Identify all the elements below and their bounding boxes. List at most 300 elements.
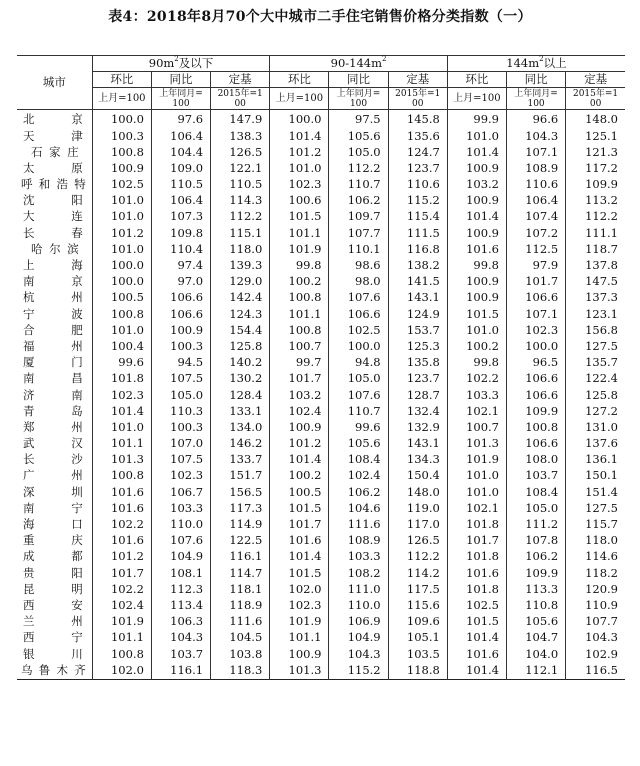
city-name: 成都 — [17, 549, 92, 565]
index-value: 148.0 — [566, 110, 625, 129]
index-value: 156.8 — [566, 322, 625, 338]
index-value: 101.8 — [447, 549, 506, 565]
index-value: 100.5 — [92, 290, 151, 306]
index-value: 108.9 — [329, 533, 388, 549]
index-value: 114.3 — [211, 193, 270, 209]
table-row — [17, 161, 625, 177]
city-name: 济南 — [17, 387, 92, 403]
index-value: 116.5 — [566, 662, 625, 679]
index-value: 101.8 — [92, 371, 151, 387]
table-row — [17, 452, 625, 468]
index-value: 106.6 — [507, 387, 566, 403]
index-value: 109.9 — [566, 177, 625, 193]
index-value: 100.9 — [270, 420, 329, 436]
index-value: 101.7 — [447, 533, 506, 549]
index-value: 121.3 — [566, 144, 625, 160]
index-value: 138.2 — [388, 258, 447, 274]
index-value: 133.7 — [211, 452, 270, 468]
index-value: 100.0 — [329, 339, 388, 355]
index-value: 100.4 — [92, 339, 151, 355]
city-name: 昆明 — [17, 581, 92, 597]
city-name: 呼和浩特 — [17, 177, 92, 193]
index-value: 104.0 — [507, 646, 566, 662]
price-index-table — [17, 55, 625, 680]
index-value: 129.0 — [211, 274, 270, 290]
table-row — [17, 290, 625, 306]
index-value: 124.9 — [388, 306, 447, 322]
index-value: 156.5 — [211, 484, 270, 500]
table-row — [17, 144, 625, 160]
index-value: 101.4 — [92, 403, 151, 419]
city-name: 青岛 — [17, 403, 92, 419]
city-name: 海口 — [17, 517, 92, 533]
index-value: 101.0 — [447, 484, 506, 500]
index-value: 116.1 — [211, 549, 270, 565]
city-name: 西安 — [17, 598, 92, 614]
index-value: 104.9 — [151, 549, 210, 565]
index-value: 106.6 — [151, 290, 210, 306]
index-value: 102.0 — [270, 581, 329, 597]
index-value: 104.4 — [151, 144, 210, 160]
index-value: 118.0 — [211, 242, 270, 258]
table-row — [17, 598, 625, 614]
index-value: 101.7 — [507, 274, 566, 290]
index-value: 100.9 — [447, 290, 506, 306]
table-row — [17, 614, 625, 630]
index-value: 97.5 — [329, 110, 388, 129]
index-value: 101.0 — [92, 209, 151, 225]
index-value: 101.1 — [270, 225, 329, 241]
index-value: 110.0 — [329, 598, 388, 614]
index-value: 106.7 — [151, 484, 210, 500]
base-label-text: 2015年=100 — [572, 88, 619, 109]
index-value: 106.9 — [329, 614, 388, 630]
index-value: 100.8 — [92, 646, 151, 662]
index-value: 101.0 — [92, 193, 151, 209]
index-value: 106.3 — [151, 614, 210, 630]
city-name: 贵阳 — [17, 565, 92, 581]
index-value: 103.8 — [211, 646, 270, 662]
index-value: 110.0 — [151, 517, 210, 533]
index-value: 100.0 — [92, 258, 151, 274]
index-value: 101.9 — [447, 452, 506, 468]
index-value: 104.3 — [566, 630, 625, 646]
index-value: 102.4 — [270, 403, 329, 419]
index-value: 101.6 — [92, 484, 151, 500]
index-value: 112.3 — [151, 581, 210, 597]
index-value: 126.5 — [388, 533, 447, 549]
index-value: 110.6 — [507, 177, 566, 193]
city-name: 哈尔滨 — [17, 242, 92, 258]
index-value: 111.1 — [566, 225, 625, 241]
base-label-text: 上年同月=100 — [336, 88, 381, 109]
city-name: 石家庄 — [17, 144, 92, 160]
index-value: 101.1 — [270, 630, 329, 646]
index-value: 108.1 — [151, 565, 210, 581]
index-value: 113.2 — [566, 193, 625, 209]
index-value: 101.4 — [270, 549, 329, 565]
index-value: 108.9 — [507, 161, 566, 177]
index-value: 101.0 — [447, 322, 506, 338]
index-value: 100.3 — [151, 339, 210, 355]
index-value: 115.2 — [388, 193, 447, 209]
index-value: 110.6 — [388, 177, 447, 193]
index-value: 99.6 — [329, 420, 388, 436]
table-row — [17, 387, 625, 403]
index-value: 102.1 — [447, 501, 506, 517]
index-value: 106.2 — [329, 484, 388, 500]
index-value: 107.7 — [329, 225, 388, 241]
index-value: 145.8 — [388, 110, 447, 129]
table-row — [17, 128, 625, 144]
index-value: 97.6 — [151, 110, 210, 129]
index-value: 115.1 — [211, 225, 270, 241]
city-name: 武汉 — [17, 436, 92, 452]
city-name: 郑州 — [17, 420, 92, 436]
index-value: 101.7 — [92, 565, 151, 581]
index-value: 107.8 — [507, 533, 566, 549]
index-value: 110.8 — [507, 598, 566, 614]
base-label-text: 上年同月=100 — [514, 88, 558, 109]
index-value: 99.9 — [447, 110, 506, 129]
index-value: 143.1 — [388, 436, 447, 452]
index-value: 101.1 — [270, 306, 329, 322]
index-value: 113.3 — [507, 581, 566, 597]
index-value: 99.8 — [270, 258, 329, 274]
sub-header-yoy: 同比 — [507, 72, 566, 88]
index-value: 134.0 — [211, 420, 270, 436]
index-value: 97.0 — [151, 274, 210, 290]
index-value: 106.4 — [151, 128, 210, 144]
city-name: 南京 — [17, 274, 92, 290]
index-value: 102.3 — [270, 598, 329, 614]
table-row — [17, 517, 625, 533]
city-name: 西宁 — [17, 630, 92, 646]
base-label-text: 2015年=100 — [395, 88, 441, 109]
index-value: 124.7 — [388, 144, 447, 160]
city-name: 长沙 — [17, 452, 92, 468]
index-value: 143.1 — [388, 290, 447, 306]
index-value: 99.6 — [92, 355, 151, 371]
index-value: 100.3 — [92, 128, 151, 144]
index-value: 140.2 — [211, 355, 270, 371]
sub-header-yoy: 同比 — [151, 72, 210, 88]
index-value: 101.5 — [447, 614, 506, 630]
index-value: 101.3 — [270, 662, 329, 679]
group-header-medium: $90-144m^2$ — [270, 56, 448, 72]
index-value: 111.6 — [329, 517, 388, 533]
index-value: 107.5 — [151, 371, 210, 387]
index-value: 102.3 — [92, 387, 151, 403]
index-value: 151.7 — [211, 468, 270, 484]
city-name: 大连 — [17, 209, 92, 225]
city-name: 杭州 — [17, 290, 92, 306]
index-value: 105.0 — [507, 501, 566, 517]
index-value: 101.6 — [92, 533, 151, 549]
index-value: 100.5 — [270, 484, 329, 500]
index-value: 111.2 — [507, 517, 566, 533]
index-value: 100.0 — [507, 339, 566, 355]
index-value: 106.2 — [329, 193, 388, 209]
index-value: 134.3 — [388, 452, 447, 468]
index-value: 102.3 — [507, 322, 566, 338]
index-value: 102.3 — [151, 468, 210, 484]
index-value: 102.2 — [92, 581, 151, 597]
index-value: 110.5 — [211, 177, 270, 193]
index-value: 135.7 — [566, 355, 625, 371]
index-value: 107.4 — [507, 209, 566, 225]
index-value: 101.1 — [92, 630, 151, 646]
index-value: 101.8 — [447, 517, 506, 533]
index-value: 148.0 — [388, 484, 447, 500]
index-value: 132.4 — [388, 403, 447, 419]
index-value: 125.1 — [566, 128, 625, 144]
table-row — [17, 193, 625, 209]
table-row — [17, 322, 625, 338]
base-header-yoy — [507, 88, 566, 110]
table-row — [17, 420, 625, 436]
index-value: 117.2 — [566, 161, 625, 177]
index-value: 101.2 — [270, 144, 329, 160]
index-value: 101.9 — [92, 614, 151, 630]
index-value: 137.6 — [566, 436, 625, 452]
index-value: 101.5 — [270, 209, 329, 225]
index-value: 101.3 — [447, 436, 506, 452]
index-value: 103.3 — [329, 549, 388, 565]
index-value: 102.5 — [92, 177, 151, 193]
index-value: 138.3 — [211, 128, 270, 144]
index-value: 100.8 — [92, 306, 151, 322]
index-value: 94.5 — [151, 355, 210, 371]
index-value: 154.4 — [211, 322, 270, 338]
index-value: 105.6 — [329, 128, 388, 144]
index-value: 100.2 — [447, 339, 506, 355]
index-value: 125.8 — [566, 387, 625, 403]
index-value: 101.4 — [447, 144, 506, 160]
index-value: 101.4 — [447, 209, 506, 225]
base-header-mom: 上月=100 — [447, 88, 506, 110]
index-value: 137.8 — [566, 258, 625, 274]
city-name: 长春 — [17, 225, 92, 241]
city-name: 沈阳 — [17, 193, 92, 209]
table-row — [17, 339, 625, 355]
table-row — [17, 581, 625, 597]
index-value: 109.8 — [151, 225, 210, 241]
index-value: 115.2 — [329, 662, 388, 679]
index-value: 104.6 — [329, 501, 388, 517]
index-value: 100.3 — [151, 420, 210, 436]
index-value: 104.9 — [329, 630, 388, 646]
index-value: 109.0 — [151, 161, 210, 177]
table-row — [17, 403, 625, 419]
table-row — [17, 274, 625, 290]
index-value: 118.9 — [211, 598, 270, 614]
index-value: 107.2 — [507, 225, 566, 241]
index-value: 106.4 — [151, 193, 210, 209]
base-header-fixed — [388, 88, 447, 110]
index-value: 101.4 — [270, 452, 329, 468]
base-header-yoy — [329, 88, 388, 110]
index-value: 104.3 — [507, 128, 566, 144]
index-value: 100.2 — [270, 468, 329, 484]
index-value: 103.3 — [447, 387, 506, 403]
index-value: 123.7 — [388, 371, 447, 387]
index-value: 101.6 — [92, 501, 151, 517]
index-value: 94.8 — [329, 355, 388, 371]
index-value: 100.9 — [270, 646, 329, 662]
index-value: 106.6 — [507, 371, 566, 387]
table-body — [17, 110, 625, 680]
table-row — [17, 242, 625, 258]
index-value: 150.1 — [566, 468, 625, 484]
index-value: 100.7 — [447, 420, 506, 436]
index-value: 100.8 — [270, 290, 329, 306]
index-value: 101.0 — [92, 420, 151, 436]
index-value: 110.5 — [151, 177, 210, 193]
index-value: 101.7 — [270, 517, 329, 533]
index-value: 107.1 — [507, 306, 566, 322]
index-value: 100.8 — [507, 420, 566, 436]
index-value: 96.5 — [507, 355, 566, 371]
index-value: 97.9 — [507, 258, 566, 274]
index-value: 100.9 — [447, 161, 506, 177]
index-value: 125.8 — [211, 339, 270, 355]
index-value: 135.6 — [388, 128, 447, 144]
group-header-large: $144m^2$以上 — [447, 56, 625, 72]
index-value: 110.4 — [151, 242, 210, 258]
index-value: 111.5 — [388, 225, 447, 241]
index-value: 101.6 — [447, 565, 506, 581]
index-value: 110.7 — [329, 177, 388, 193]
index-value: 133.1 — [211, 403, 270, 419]
index-value: 103.7 — [151, 646, 210, 662]
city-name: 乌鲁木齐 — [17, 662, 92, 679]
index-value: 102.4 — [329, 468, 388, 484]
table-row — [17, 371, 625, 387]
index-value: 147.9 — [211, 110, 270, 129]
index-value: 127.5 — [566, 339, 625, 355]
index-value: 106.6 — [507, 436, 566, 452]
index-value: 102.0 — [92, 662, 151, 679]
index-value: 105.0 — [151, 387, 210, 403]
base-label-text: 2015年=100 — [217, 88, 263, 109]
index-value: 101.8 — [447, 581, 506, 597]
index-value: 123.7 — [388, 161, 447, 177]
index-value: 107.5 — [151, 452, 210, 468]
index-value: 106.4 — [507, 193, 566, 209]
table-row — [17, 468, 625, 484]
index-value: 101.0 — [270, 161, 329, 177]
sub-header-fixed: 定基 — [211, 72, 270, 88]
index-value: 153.7 — [388, 322, 447, 338]
index-value: 116.1 — [151, 662, 210, 679]
city-name: 南宁 — [17, 501, 92, 517]
index-value: 107.6 — [329, 387, 388, 403]
index-value: 105.0 — [329, 144, 388, 160]
index-value: 115.4 — [388, 209, 447, 225]
index-value: 107.6 — [329, 290, 388, 306]
index-value: 104.3 — [329, 646, 388, 662]
index-value: 102.3 — [270, 177, 329, 193]
base-header-row — [17, 88, 625, 110]
index-value: 136.1 — [566, 452, 625, 468]
index-value: 103.7 — [507, 468, 566, 484]
index-value: 146.2 — [211, 436, 270, 452]
index-value: 117.3 — [211, 501, 270, 517]
table-row — [17, 662, 625, 679]
index-value: 109.9 — [507, 403, 566, 419]
index-value: 110.7 — [329, 403, 388, 419]
index-value: 100.8 — [270, 322, 329, 338]
index-value: 122.1 — [211, 161, 270, 177]
index-value: 107.7 — [566, 614, 625, 630]
index-value: 101.5 — [447, 306, 506, 322]
table-row — [17, 209, 625, 225]
index-value: 101.6 — [447, 242, 506, 258]
index-value: 100.0 — [92, 110, 151, 129]
index-value: 100.9 — [92, 161, 151, 177]
index-value: 118.2 — [566, 565, 625, 581]
index-value: 128.7 — [388, 387, 447, 403]
index-value: 100.7 — [270, 339, 329, 355]
index-value: 115.7 — [566, 517, 625, 533]
index-value: 122.4 — [566, 371, 625, 387]
index-value: 109.6 — [388, 614, 447, 630]
index-value: 108.4 — [329, 452, 388, 468]
table-row — [17, 110, 625, 129]
index-value: 101.4 — [270, 128, 329, 144]
index-value: 141.5 — [388, 274, 447, 290]
city-name: 宁波 — [17, 306, 92, 322]
city-name: 厦门 — [17, 355, 92, 371]
index-value: 101.5 — [270, 501, 329, 517]
index-value: 101.7 — [270, 371, 329, 387]
index-value: 100.9 — [447, 274, 506, 290]
city-name: 广州 — [17, 468, 92, 484]
index-value: 125.3 — [388, 339, 447, 355]
index-value: 128.4 — [211, 387, 270, 403]
index-value: 112.5 — [507, 242, 566, 258]
index-value: 107.6 — [151, 533, 210, 549]
index-value: 105.6 — [329, 436, 388, 452]
index-value: 104.3 — [151, 630, 210, 646]
city-name: 深圳 — [17, 484, 92, 500]
index-value: 101.9 — [270, 614, 329, 630]
index-value: 107.0 — [151, 436, 210, 452]
index-value: 118.8 — [388, 662, 447, 679]
index-value: 101.6 — [447, 646, 506, 662]
index-value: 110.9 — [566, 598, 625, 614]
index-value: 111.6 — [211, 614, 270, 630]
index-value: 101.0 — [92, 322, 151, 338]
base-header-yoy — [151, 88, 210, 110]
index-value: 142.4 — [211, 290, 270, 306]
index-value: 102.5 — [447, 598, 506, 614]
index-value: 101.1 — [92, 436, 151, 452]
index-value: 117.5 — [388, 581, 447, 597]
index-value: 101.2 — [270, 436, 329, 452]
index-value: 127.2 — [566, 403, 625, 419]
index-value: 101.3 — [92, 452, 151, 468]
index-value: 114.9 — [211, 517, 270, 533]
index-value: 100.2 — [270, 274, 329, 290]
index-value: 102.1 — [447, 403, 506, 419]
index-value: 118.7 — [566, 242, 625, 258]
table-row — [17, 533, 625, 549]
index-value: 108.0 — [507, 452, 566, 468]
index-value: 101.0 — [447, 468, 506, 484]
index-value: 100.9 — [447, 225, 506, 241]
